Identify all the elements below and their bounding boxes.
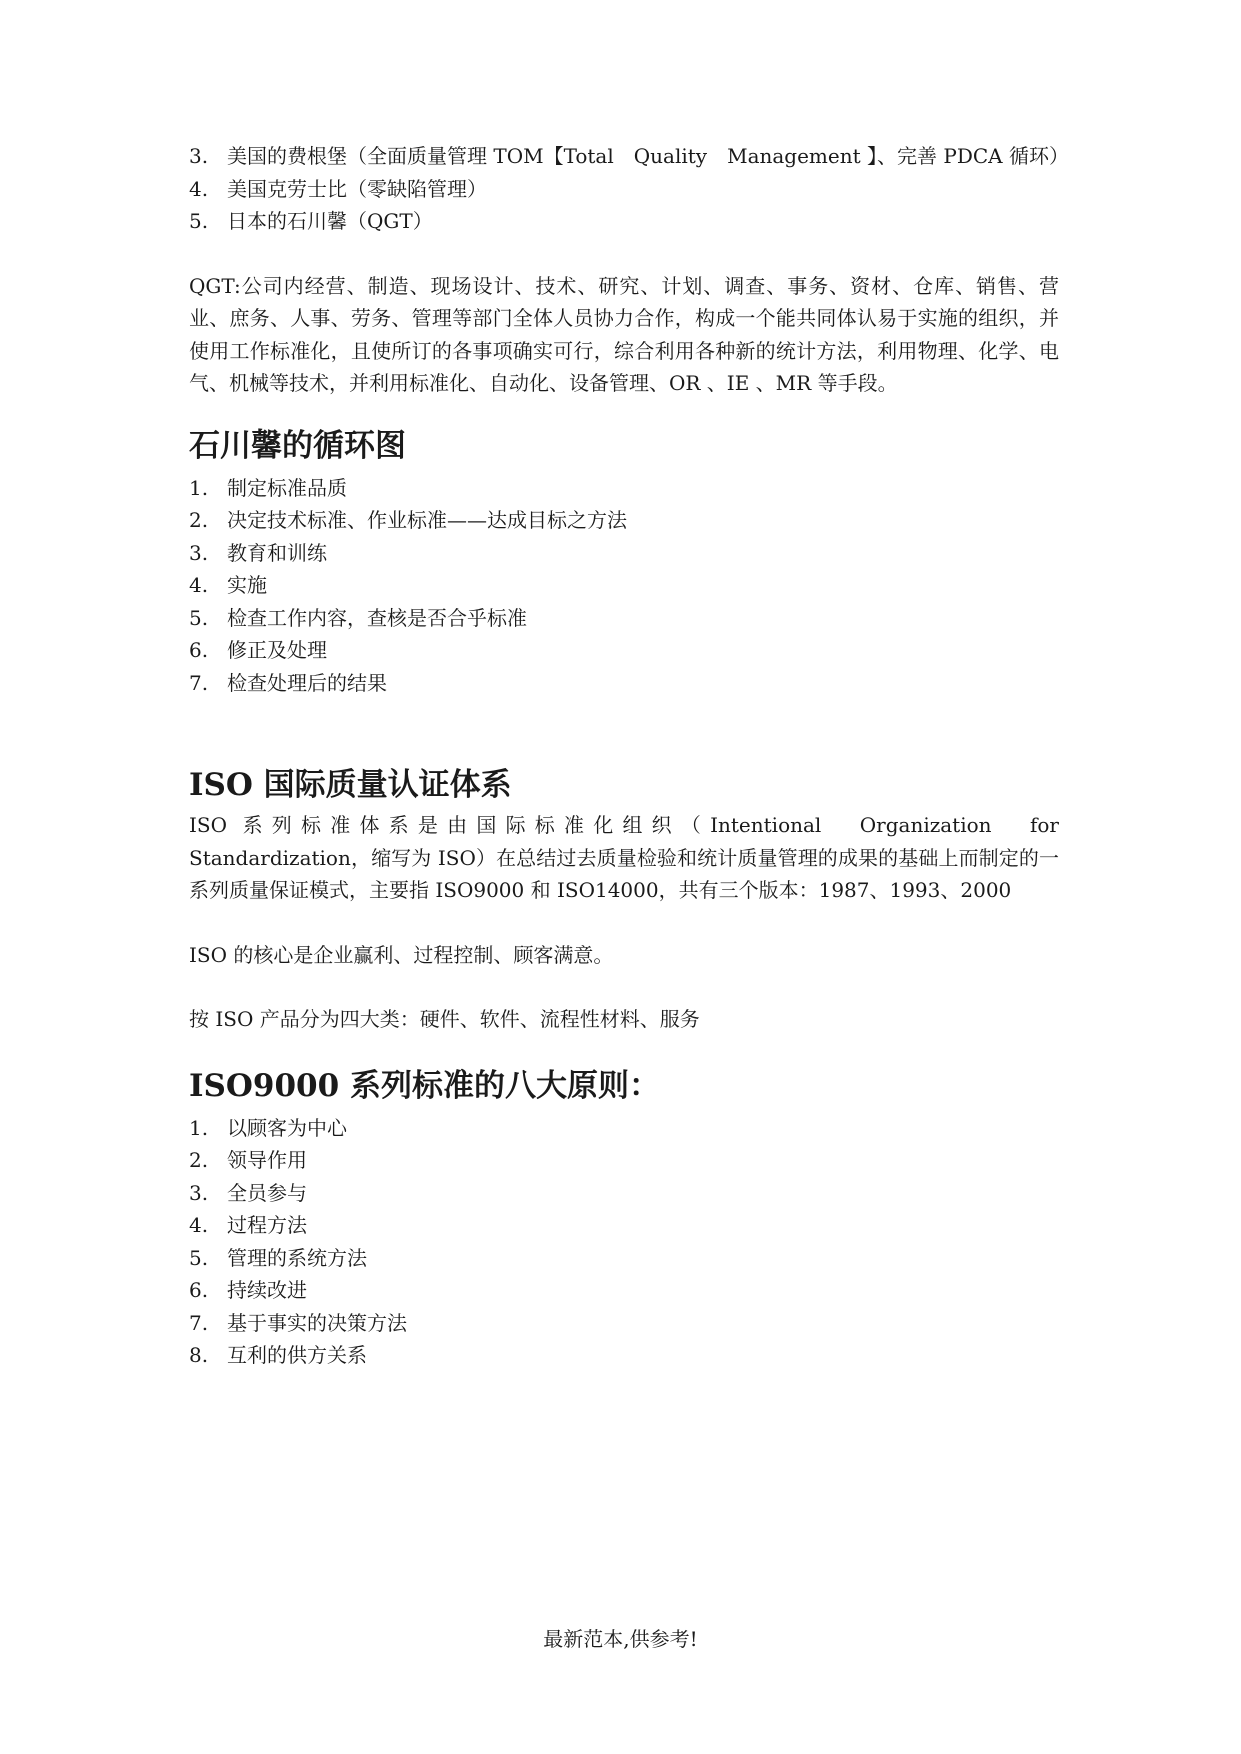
list-text: 美国克劳士比（零缺陷管理） <box>227 176 487 201</box>
top-list <box>189 140 1069 238</box>
list-number: 3. <box>189 144 209 168</box>
list-text: 日本的石川馨（QGT） <box>227 209 433 233</box>
list-number: 1. <box>189 475 209 500</box>
list-text: 以顾客为中心 <box>227 1115 347 1140</box>
list-number: 2. <box>189 1148 209 1172</box>
list-item <box>189 1274 1059 1307</box>
section-heading-cycle: 石川馨的循环图 <box>189 427 406 464</box>
section-heading-principles: ISO9000 系列标准的八大原则： <box>189 1067 660 1104</box>
iso-categories-paragraph: 按 ISO 产品分为四大类：硬件、软件、流程性材料、服务 <box>189 1007 700 1031</box>
section-heading-iso: ISO 国际质量认证体系 <box>189 767 512 803</box>
list-text: 管理的系统方法 <box>227 1245 367 1270</box>
iso-core-paragraph: ISO 的核心是企业赢利、过程控制、顾客满意。 <box>189 942 614 967</box>
list-text: 制定标准品质 <box>227 475 347 500</box>
list-item <box>189 1112 1059 1145</box>
list-number: 4. <box>189 573 209 597</box>
list-number: 6. <box>189 638 209 662</box>
list-text: 实施 <box>227 573 267 597</box>
list-text: 检查处理后的结果 <box>227 670 387 695</box>
list-item <box>189 140 1069 173</box>
list-text: 修正及处理 <box>227 638 327 662</box>
list-number: 4. <box>189 176 209 201</box>
list-text: 互利的供方关系 <box>227 1343 367 1367</box>
list-number: 3. <box>189 540 209 565</box>
list-item <box>189 537 1059 570</box>
list-item <box>189 472 1059 505</box>
list-text: 决定技术标准、作业标准——达成目标之方法 <box>227 508 627 532</box>
page-footer: 最新范本,供参考! <box>543 1627 698 1651</box>
list-item <box>189 569 1059 602</box>
list-item <box>189 667 1059 700</box>
list-number: 3. <box>189 1180 209 1205</box>
list-text: 美国的费根堡（全面质量管理 TOM【Total Quality Management 】、完善 PDCA 循环） <box>227 144 1069 168</box>
list-text: 基于事实的决策方法 <box>227 1310 407 1335</box>
document-page <box>189 140 1079 1372</box>
list-item <box>189 173 1059 206</box>
iso-intro-paragraph: ISO 系列标准体系是由国际标准化组织（Intentional Organization for Standardization，缩写为 ISO）在总结过去质量检验和统计质量管理的成果的基础上而制定的一系列质量保证模式，主要指 ISO9000 和 ISO14000，共有三个版本：1987、1993、2000 <box>189 813 1079 902</box>
principles-list <box>189 1112 1059 1372</box>
list-text: 检查工作内容，查核是否合乎标准 <box>227 605 527 630</box>
list-item <box>189 634 1059 667</box>
list-number: 6. <box>189 1278 209 1302</box>
list-number: 5. <box>189 605 209 630</box>
list-text: 持续改进 <box>227 1278 307 1302</box>
cycle-list <box>189 472 1059 700</box>
list-number: 1. <box>189 1115 209 1140</box>
list-number: 5. <box>189 209 209 233</box>
list-item <box>189 1307 1059 1340</box>
list-item <box>189 205 1059 238</box>
list-text: 教育和训练 <box>227 540 327 565</box>
list-number: 7. <box>189 670 209 695</box>
list-text: 全员参与 <box>227 1180 307 1205</box>
list-number: 4. <box>189 1213 209 1237</box>
qgt-paragraph: QGT:公司内经营、制造、现场设计、技术、研究、计划、调查、事务、资材、仓库、销售、营业、庶务、人事、劳务、管理等部门全体人员协力合作，构成一个能共同体认易于实施的组织，并使用工作标准化，且使所订的各事项确实可行，综合利用各种新的统计方法，利用物理、化学、电气、机械等技术，并利用标准化、自动化、设备管理、OR 、IE 、MR 等手段。 <box>189 273 1059 395</box>
list-item <box>189 1177 1059 1210</box>
list-number: 8. <box>189 1343 209 1367</box>
list-number: 5. <box>189 1245 209 1270</box>
list-text: 领导作用 <box>227 1148 307 1172</box>
list-item <box>189 504 1059 537</box>
list-number: 2. <box>189 508 209 532</box>
list-text: 过程方法 <box>227 1213 307 1237</box>
list-item <box>189 1339 1059 1372</box>
list-item <box>189 1242 1059 1275</box>
list-item <box>189 602 1059 635</box>
list-number: 7. <box>189 1310 209 1335</box>
list-item <box>189 1209 1059 1242</box>
list-item <box>189 1144 1059 1177</box>
